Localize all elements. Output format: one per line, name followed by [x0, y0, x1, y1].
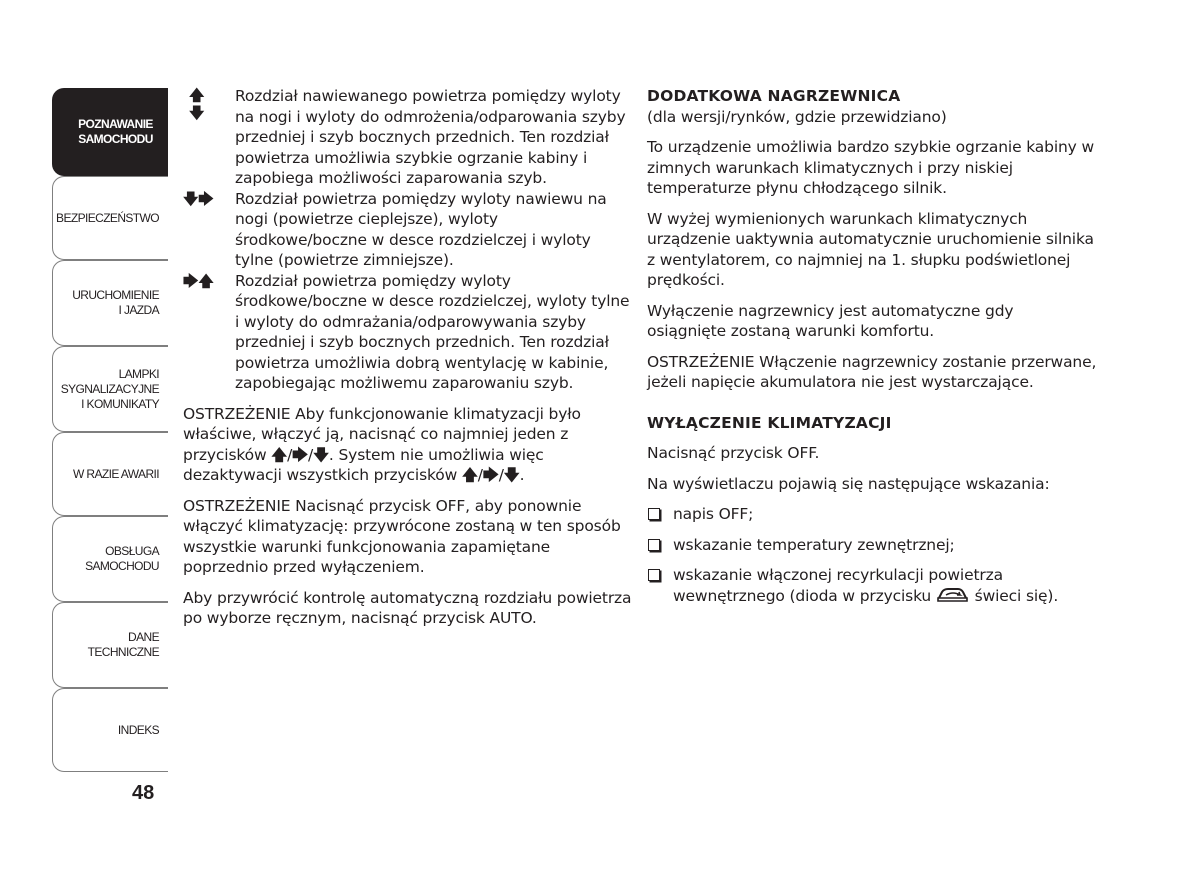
arrow-up-icon: 🡅 — [271, 445, 288, 464]
airflow-icons — [183, 271, 223, 292]
separator: / — [477, 466, 483, 484]
auto-paragraph: Aby przywrócić kontrolę automatyczną rozdziału powietrza po wyborze ręcznym, nacisnąć przycisk AUTO. — [183, 588, 632, 627]
tab-label-line: W RAZIE AWARII — [72, 466, 159, 481]
section-heading: DODATKOWA NAGRZEWNICA — [647, 87, 901, 105]
body-paragraph: Na wyświetlaczu pojawią się następujące wskazania: — [647, 474, 1050, 493]
tab-dane-techniczne[interactable] — [52, 602, 168, 688]
warning-text: OSTRZEŻENIE Aby funkcjonowanie klimatyzacji było właściwe, włączyć ją, nacisnąć co najmniej jeden z przycisków — [183, 404, 581, 464]
checkbox-bullet-icon — [648, 508, 660, 520]
list-item-text: napis OFF; — [673, 505, 754, 523]
tab-label-line: OBSŁUGA — [105, 544, 159, 558]
body-paragraph: Wyłączenie nagrzewnicy jest automatyczne gdy osiągnięte zostaną warunki komfortu. — [647, 301, 1014, 340]
checkbox-bullet-icon — [648, 569, 660, 581]
tab-uruchomienie-i-jazda[interactable] — [52, 260, 168, 346]
airflow-mode-description: Rozdział powietrza pomiędzy wyloty nawiewu na nogi (powietrze cieplejsze), wyloty środkowe/boczne w desce rozdzielczej i wyloty tylne (powietrze zimniejsze). — [235, 189, 607, 269]
airflow-icons — [183, 86, 223, 122]
page-number: 48 — [132, 782, 155, 804]
airflow-icons — [183, 189, 223, 210]
left-column — [183, 86, 633, 639]
warning-text: . System nie umożliwia więc dezaktywacji wszystkich przycisków — [183, 445, 544, 484]
warning-text: . — [519, 466, 525, 484]
airflow-mode-description: Rozdział powietrza pomiędzy wyloty środkowe/boczne w desce rozdzielczej, wyloty tylne i wyloty do odmrażania/odparowywania szyby przedniej i szyb bocznych przednich. Ten rozdział powietrza umożliwia dobrą wentylację w kabinie, zapobiegając możliwemu zaparowaniu szyb. — [235, 271, 630, 392]
arrow-up-icon: 🡅 — [198, 271, 214, 290]
arrow-down-icon: 🡇 — [503, 466, 520, 484]
separator: / — [287, 445, 293, 464]
checkbox-bullet-icon — [648, 539, 660, 551]
warning-paragraph — [183, 404, 633, 486]
airflow-mode-description: Rozdział nawiewanego powietrza pomiędzy wyloty na nogi i wyloty do odmrożenia/odparowania szyby przedniej i szyb bocznych przednich. Ten rozdział powietrza umożliwia szybkie ogrzanie kabiny i zapobiega możliwości zaparowania szyb. — [235, 87, 626, 187]
tab-label-line: SAMOCHODU — [78, 132, 153, 146]
list-item-text: wskazanie włączonej recyrkulacji powietrza wewnętrznego (dioda w przycisku — [673, 566, 1003, 605]
airflow-mode-center-defrost — [183, 271, 633, 394]
separator: / — [308, 445, 314, 464]
tab-label-line: DANE — [128, 630, 159, 644]
airflow-mode-feet-center — [183, 189, 633, 271]
tab-poznawanie-samochodu[interactable] — [52, 88, 168, 176]
tab-lampki-sygnalizacyjne[interactable] — [52, 346, 168, 432]
arrow-down-icon: 🡇 — [189, 104, 205, 122]
body-paragraph: W wyżej wymienionych warunkach klimatycznych urządzenie uaktywnia automatycznie uruchomienie silnika z wentylatorem, co najmniej na 1. słupku podświetlonej prędkości. — [647, 209, 1094, 289]
tab-label-line: SYGNALIZACYJNE — [60, 381, 159, 396]
section-heading: WYŁĄCZENIE KLIMATYZACJI — [647, 413, 892, 432]
body-paragraph: To urządzenie umożliwia bardzo szybkie ogrzanie kabiny w zimnych warunkach klimatycznych i przy niskiej temperaturze płynu chłodzącego silnik. — [647, 138, 1095, 197]
tab-indeks[interactable] — [52, 688, 168, 772]
recirculation-car-icon — [936, 587, 970, 603]
right-column — [647, 86, 1097, 616]
warning-paragraph: OSTRZEŻENIE Nacisnąć przycisk OFF, aby ponownie włączyć klimatyzację: przywrócone zostaną w ten sposób wszystkie warunki funkcjonowania zapamiętane poprzednio przed wyłączeniem. — [183, 496, 621, 576]
separator: / — [498, 466, 504, 484]
arrow-right-icon: 🡆 — [183, 271, 199, 290]
list-item — [647, 565, 1097, 606]
arrow-right-icon: 🡆 — [198, 189, 214, 208]
arrow-right-icon: 🡆 — [292, 445, 309, 464]
tab-label-line: TECHNICZNE — [87, 645, 159, 659]
list-item-text: świeci się). — [974, 586, 1059, 605]
arrow-right-icon: 🡆 — [482, 466, 499, 484]
list-item-text: wskazanie temperatury zewnętrznej; — [673, 535, 955, 554]
tab-w-razie-awarii[interactable] — [52, 432, 168, 516]
tab-label-line: SAMOCHODU — [85, 559, 159, 573]
tab-label-line: LAMPKI — [118, 366, 159, 381]
warning-paragraph: OSTRZEŻENIE Włączenie nagrzewnicy zostanie przerwane, jeżeli napięcie akumulatora nie jest wystarczające. — [647, 352, 1097, 391]
arrow-up-icon: 🡅 — [461, 466, 478, 484]
body-paragraph: Nacisnąć przycisk OFF. — [647, 444, 820, 462]
tab-label-line: INDEKS — [117, 722, 159, 737]
list-item — [647, 504, 1097, 525]
arrow-up-icon: 🡅 — [189, 86, 205, 104]
section-subheading: (dla wersji/rynków, gdzie przewidziano) — [647, 107, 947, 126]
tab-label-line: BEZPIECZEŃSTWO — [56, 210, 159, 225]
list-item — [647, 535, 1097, 556]
arrow-down-icon: 🡇 — [183, 189, 199, 208]
tab-bezpieczenstwo[interactable] — [52, 176, 168, 260]
tab-label-line: I JAZDA — [118, 303, 159, 317]
tab-label-line: I KOMUNIKATY — [81, 396, 159, 411]
airflow-mode-feet-defrost — [183, 86, 633, 189]
tab-obsluga-samochodu[interactable] — [52, 516, 168, 602]
tab-label-line: URUCHOMIENIE — [72, 288, 159, 302]
arrow-down-icon: 🡇 — [313, 445, 329, 464]
tab-label-line: POZNAWANIE — [78, 117, 153, 131]
